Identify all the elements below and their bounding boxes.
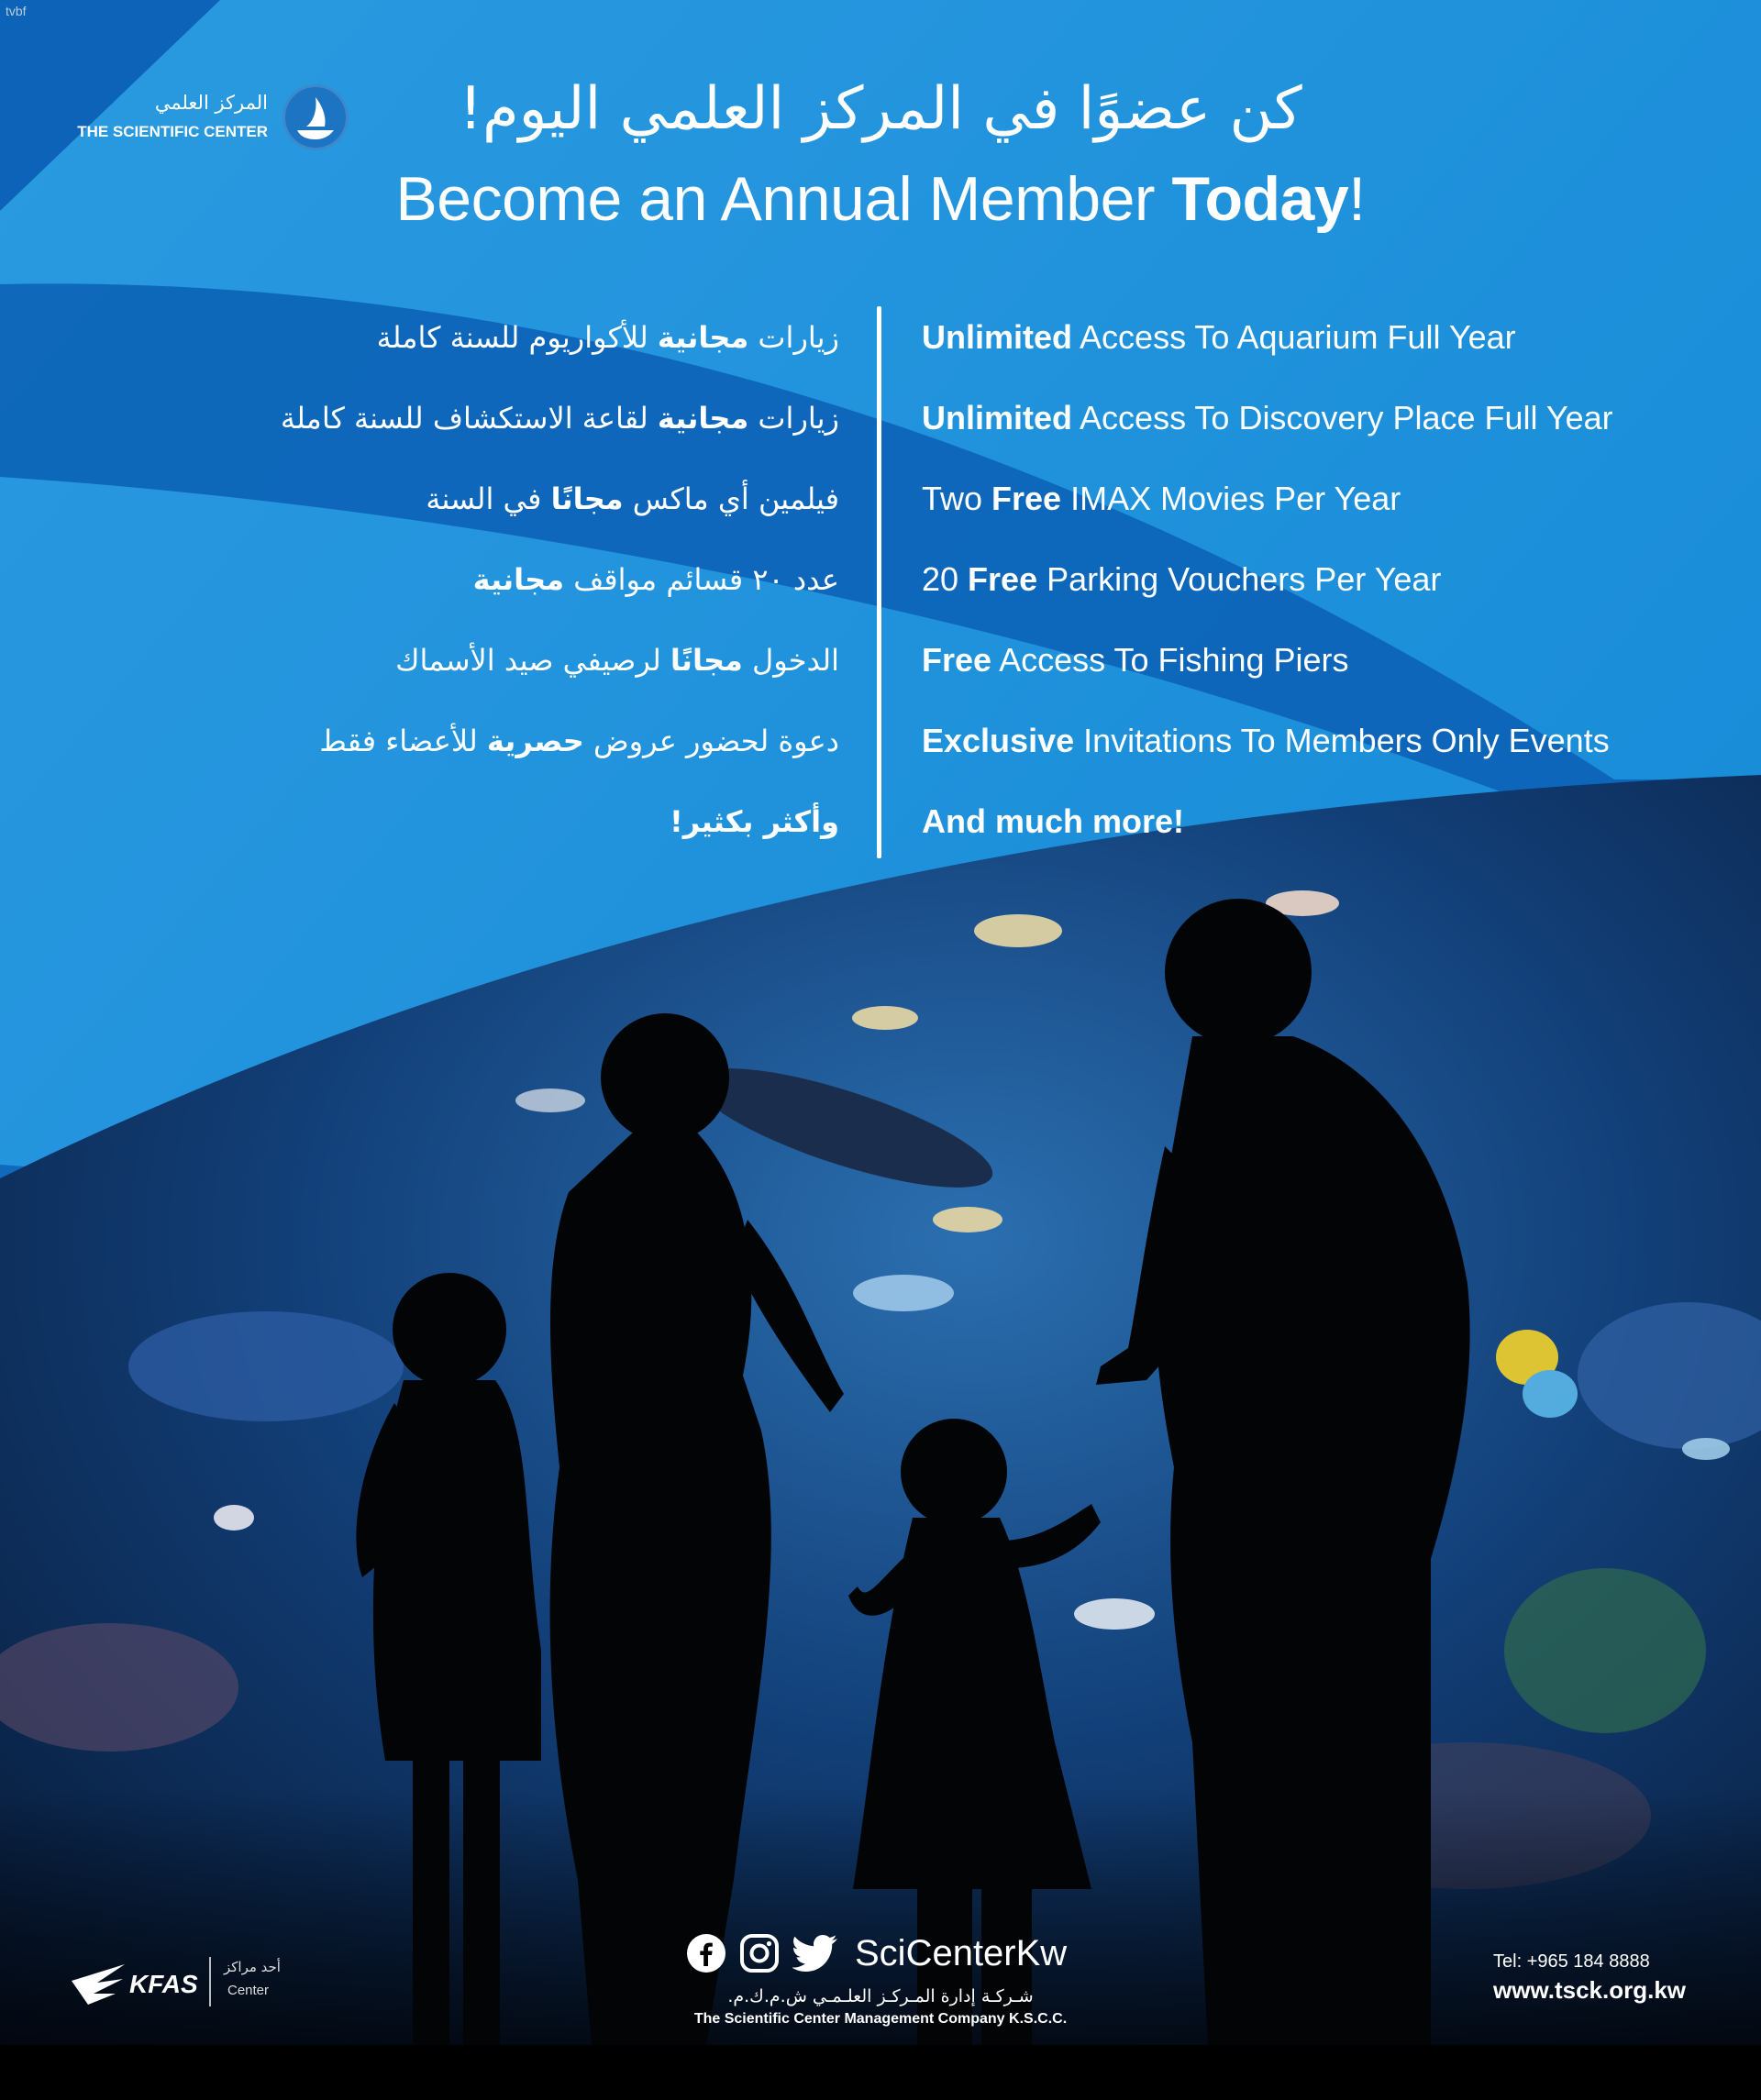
benefit-text: Access To Aquarium Full Year (1072, 318, 1516, 356)
benefit-keyword: Unlimited (922, 399, 1073, 437)
benefit-keyword: Unlimited (922, 318, 1073, 356)
benefit-imax (922, 473, 1747, 554)
watermark-text: tvbf (6, 4, 27, 18)
benefit-keyword: Free (968, 560, 1038, 598)
kfas-subtitle-english: Center (227, 1983, 270, 1998)
benefit-aquarium (922, 312, 1747, 392)
benefit-keyword: Free (922, 641, 992, 679)
website-link[interactable]: www.tsck.org.kw (1493, 1976, 1686, 2004)
benefit-prefix: الدخول (742, 643, 839, 678)
headline-english-end: ! (1348, 164, 1366, 234)
headline-english-plain: Become an Annual Member (395, 164, 1172, 234)
benefit-more (922, 796, 1747, 877)
benefit-keyword: مجانًا (670, 643, 743, 678)
benefit-text: Parking Vouchers Per Year (1037, 560, 1442, 598)
benefit-ar-fishing-piers (14, 635, 839, 715)
benefit-keyword: مجانية (657, 320, 749, 355)
twitter-icon[interactable] (792, 1934, 838, 1973)
benefit-text: لقاعة الاستكشاف للسنة كاملة (280, 401, 658, 436)
benefit-text: Access To Fishing Piers (991, 641, 1349, 679)
benefit-ar-events (14, 715, 839, 796)
benefits-list-arabic (14, 312, 839, 877)
benefit-parking (922, 554, 1747, 635)
benefit-prefix: 20 (922, 560, 969, 598)
benefit-ar-parking (14, 554, 839, 635)
benefit-prefix: دعوة لحضور عروض (583, 724, 839, 758)
benefit-ar-more (14, 796, 839, 877)
benefits-list-english (922, 312, 1747, 877)
headline-arabic: كن عضوًا في المركز العلمي اليوم! (459, 75, 1302, 143)
headline-english (0, 163, 1761, 235)
logo-english-name: THE SCIENTIFIC CENTER (77, 123, 268, 140)
benefit-discovery-place (922, 392, 1747, 473)
benefit-prefix: عدد ٢٠ قسائم مواقف (564, 562, 839, 597)
contact-info (1493, 1951, 1686, 2005)
company-name-english: The Scientific Center Management Company K.S.C.C. (693, 2011, 1068, 2027)
benefit-prefix: Two (922, 480, 992, 517)
benefit-text: للأعضاء فقط (319, 724, 487, 758)
benefit-ar-imax (14, 473, 839, 554)
benefit-text: في السنة (426, 481, 551, 516)
social-links (686, 1929, 1067, 1977)
benefit-keyword: مجانًا (550, 481, 624, 516)
benefit-events (922, 715, 1747, 796)
benefit-keyword: Exclusive (922, 722, 1075, 759)
logo-arabic-name: المركز العلمي (154, 92, 268, 114)
benefit-keyword: Free (991, 480, 1062, 517)
column-divider (877, 306, 881, 858)
benefit-prefix: زيارات (748, 401, 839, 436)
instagram-icon[interactable] (739, 1933, 780, 1973)
benefit-ar-aquarium (14, 312, 839, 392)
social-handle[interactable]: SciCenterKw (855, 1932, 1068, 1973)
benefit-text: Access To Discovery Place Full Year (1072, 399, 1613, 437)
benefit-keyword: مجانية (657, 401, 749, 436)
company-name-arabic: شـركـة إدارة المـركـز العلـمـي ش.م.ك.م. (727, 1986, 1034, 2006)
benefit-prefix: فيلمين أي ماكس (623, 481, 839, 516)
benefit-text: لرصيفي صيد الأسماك (395, 643, 670, 678)
benefit-fishing-piers (922, 635, 1747, 715)
benefit-keyword: حصرية (486, 724, 584, 758)
benefit-text: IMAX Movies Per Year (1061, 480, 1401, 517)
headline-english-bold: Today (1171, 164, 1349, 234)
benefit-keyword: مجانية (472, 562, 565, 597)
benefit-keyword: And much more! (922, 802, 1185, 840)
kfas-wordmark: KFAS (129, 1970, 198, 1998)
facebook-icon[interactable] (686, 1933, 726, 1973)
benefit-prefix: زيارات (748, 320, 839, 355)
benefit-text: للأكواريوم للسنة كاملة (376, 320, 658, 355)
phone-number[interactable]: Tel: +965 184 8888 (1493, 1951, 1650, 1972)
benefit-text: Invitations To Members Only Events (1074, 722, 1610, 759)
kfas-subtitle-arabic: أحد مراكز (224, 1959, 281, 1975)
benefit-keyword: وأكثر بكثير! (670, 804, 839, 839)
benefit-ar-discovery-place (14, 392, 839, 473)
